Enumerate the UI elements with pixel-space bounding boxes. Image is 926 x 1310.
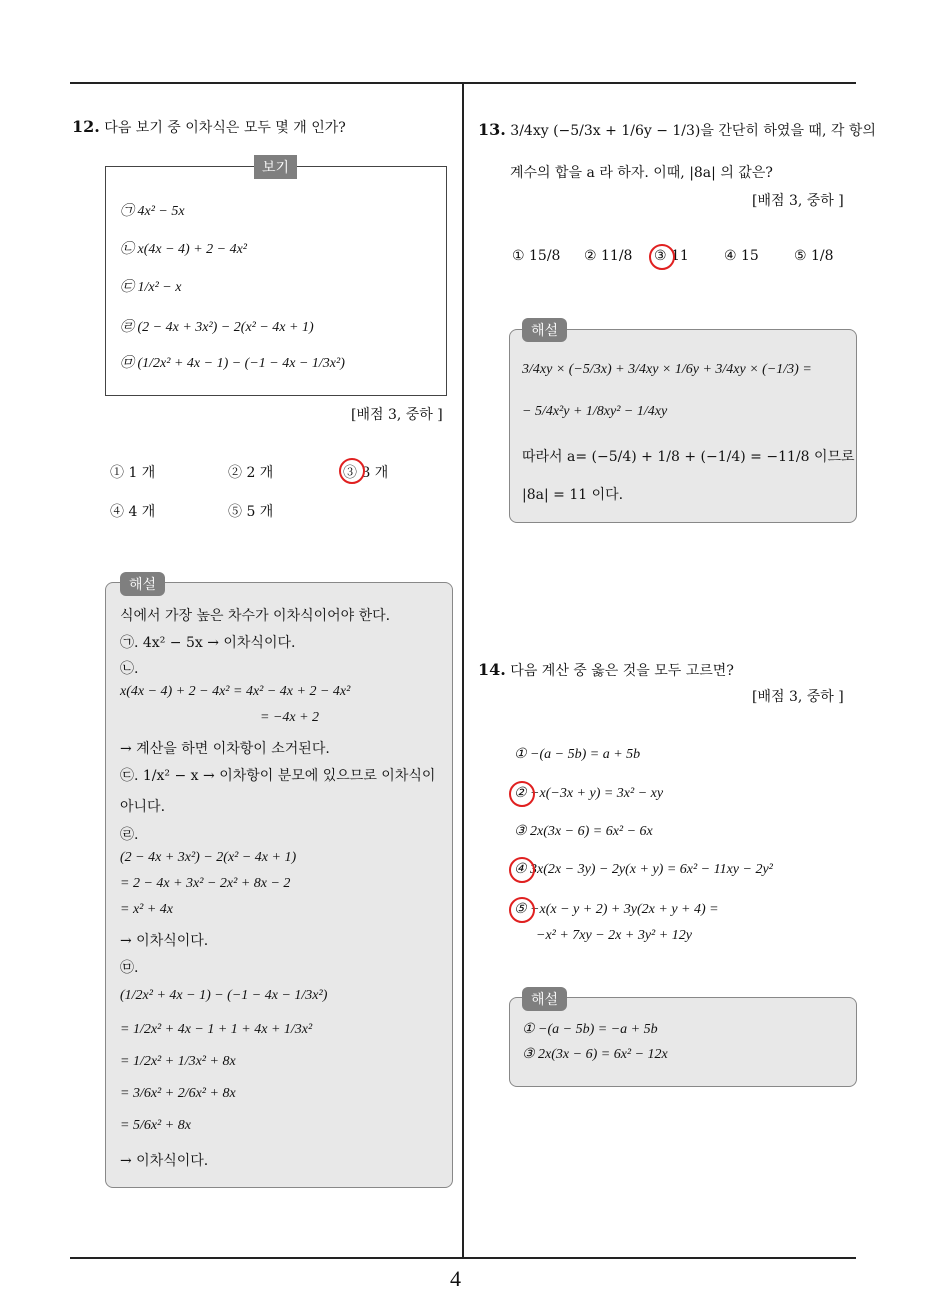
q12-sol-line-5: = −4x + 2 (260, 710, 320, 725)
q12-sol-line-14: ㉤. (120, 960, 139, 976)
q13-number: 13. (478, 120, 506, 139)
q12-sol-line-12: = x² + 4x (120, 902, 174, 917)
q12-sol-line-10: (2 − 4x + 3x²) − 2(x² − 4x + 1) (120, 850, 297, 865)
answer-circle-mark (339, 458, 365, 484)
bogi-item-1: ㉠ 4x² − 5x (120, 204, 185, 219)
q14-sol-line-2: ③ 2x(3x − 6) = 6x² − 12x (522, 1047, 668, 1062)
q12-sol-line-6: → 계산을 하면 이차항이 소거된다. (120, 741, 330, 757)
answer-circle-mark (649, 244, 675, 270)
q12-score: [배점 3, 중하 ] (351, 407, 443, 423)
q12-sol-line-16: = 1/2x² + 4x − 1 + 1 + 4x + 1/3x² (120, 1022, 313, 1037)
q14-question: 다음 계산 중 옳은 것을 모두 고르면? (510, 663, 734, 679)
q13-question-line2: 계수의 합을 a 라 하자. 이때, |8a| 의 값은? (510, 165, 773, 181)
q12-sol-line-7: ㉢. 1/x² − x → 이차항이 분모에 있으므로 이차식이 (120, 768, 436, 784)
q13-choice-2[interactable]: ② 11/8 (584, 248, 633, 264)
answer-circle-mark (509, 857, 535, 883)
q12-choice-1[interactable]: ① 1 개 (110, 465, 156, 481)
q12-choice-4[interactable]: ④ 4 개 (110, 504, 156, 520)
bogi-item-5: ㉤ (1/2x² + 4x − 1) − (−1 − 4x − 1/3x²) (120, 356, 345, 371)
q12-sol-line-17: = 1/2x² + 1/3x² + 8x (120, 1054, 236, 1069)
q12-solution-label: 해설 (120, 572, 165, 596)
q12-choice-5[interactable]: ⑤ 5 개 (228, 504, 274, 520)
q13-sol-line-3: 따라서 a= (−5/4) + 1/8 + (−1/4) = −11/8 이므로 (522, 449, 855, 465)
q14-choice-1[interactable]: ① −(a − 5b) = a + 5b (514, 747, 641, 762)
bottom-rule (70, 1257, 856, 1259)
q14-solution-label: 해설 (522, 987, 567, 1011)
q14-choice-4[interactable]: ④ 3x(2x − 3y) − 2y(x + y) = 6x² − 11xy − 2y² (514, 862, 773, 877)
q13-solution-label: 해설 (522, 318, 567, 342)
bogi-item-2: ㉡ x(4x − 4) + 2 − 4x² (120, 242, 248, 257)
q12-question: 다음 보기 중 이차식은 모두 몇 개 인가? (104, 120, 346, 136)
column-divider (462, 83, 464, 1258)
q12-number: 12. (72, 117, 100, 136)
q12-sol-line-18: = 3/6x² + 2/6x² + 8x (120, 1086, 236, 1101)
q13-choice-3[interactable]: ③ 11 (654, 248, 689, 264)
q12-sol-line-4: x(4x − 4) + 2 − 4x² = 4x² − 4x + 2 − 4x² (120, 684, 351, 699)
q14-choice-5[interactable]: ⑤ −x(x − y + 2) + 3y(2x + y + 4) = (514, 902, 719, 917)
q13-sol-line-4: |8a| = 11 이다. (522, 487, 624, 503)
answer-circle-mark (509, 781, 535, 807)
q13-choice-5[interactable]: ⑤ 1/8 (794, 248, 834, 264)
q13-choice-4[interactable]: ④ 15 (724, 248, 759, 264)
q14-choice-5-continued: −x² + 7xy − 2x + 3y² + 12y (536, 928, 692, 943)
q12-sol-line-20: → 이차식이다. (120, 1153, 209, 1169)
q12-choice-3[interactable]: ③ 3 개 (343, 465, 389, 481)
q12-sol-line-8: 아니다. (120, 799, 166, 815)
q14-choice-3[interactable]: ③ 2x(3x − 6) = 6x² − 6x (514, 824, 653, 839)
q12-sol-line-9: ㉣. (120, 827, 139, 843)
page-number: 4 (450, 1266, 461, 1291)
q12-sol-line-2: ㉠. 4x² − 5x → 이차식이다. (120, 635, 296, 651)
q13-sol-line-2: − 5/4x²y + 1/8xy² − 1/4xy (522, 404, 668, 419)
q13-choice-1[interactable]: ① 15/8 (512, 248, 561, 264)
q12-choice-2[interactable]: ② 2 개 (228, 465, 274, 481)
answer-circle-mark (509, 897, 535, 923)
q13-header (478, 120, 876, 140)
q14-score: [배점 3, 중하 ] (752, 689, 844, 705)
q12-sol-line-1: 식에서 가장 높은 차수가 이차식이어야 한다. (120, 608, 391, 624)
q14-choice-2[interactable]: ② −x(−3x + y) = 3x² − xy (514, 786, 664, 801)
q12-sol-line-13: → 이차식이다. (120, 933, 209, 949)
q14-number: 14. (478, 660, 506, 679)
q12-sol-line-15: (1/2x² + 4x − 1) − (−1 − 4x − 1/3x²) (120, 988, 328, 1003)
bogi-label: 보기 (254, 155, 297, 179)
bogi-item-3: ㉢ 1/x² − x (120, 280, 182, 295)
q12-sol-line-11: = 2 − 4x + 3x² − 2x² + 8x − 2 (120, 876, 291, 891)
q13-question-line1: 3/4xy (−5/3x + 1/6y − 1/3)을 간단히 하였을 때, 각 항의 (510, 123, 876, 139)
q14-sol-line-1: ① −(a − 5b) = −a + 5b (522, 1022, 658, 1037)
q12-header (72, 117, 346, 137)
bogi-item-4: ㉣ (2 − 4x + 3x²) − 2(x² − 4x + 1) (120, 320, 314, 335)
q13-score: [배점 3, 중하 ] (752, 193, 844, 209)
q12-sol-line-3: ㉡. (120, 661, 139, 677)
q14-header (478, 660, 734, 680)
q13-sol-line-1: 3/4xy × (−5/3x) + 3/4xy × 1/6y + 3/4xy × (−1/3) = (522, 362, 812, 377)
q12-sol-line-19: = 5/6x² + 8x (120, 1118, 191, 1133)
